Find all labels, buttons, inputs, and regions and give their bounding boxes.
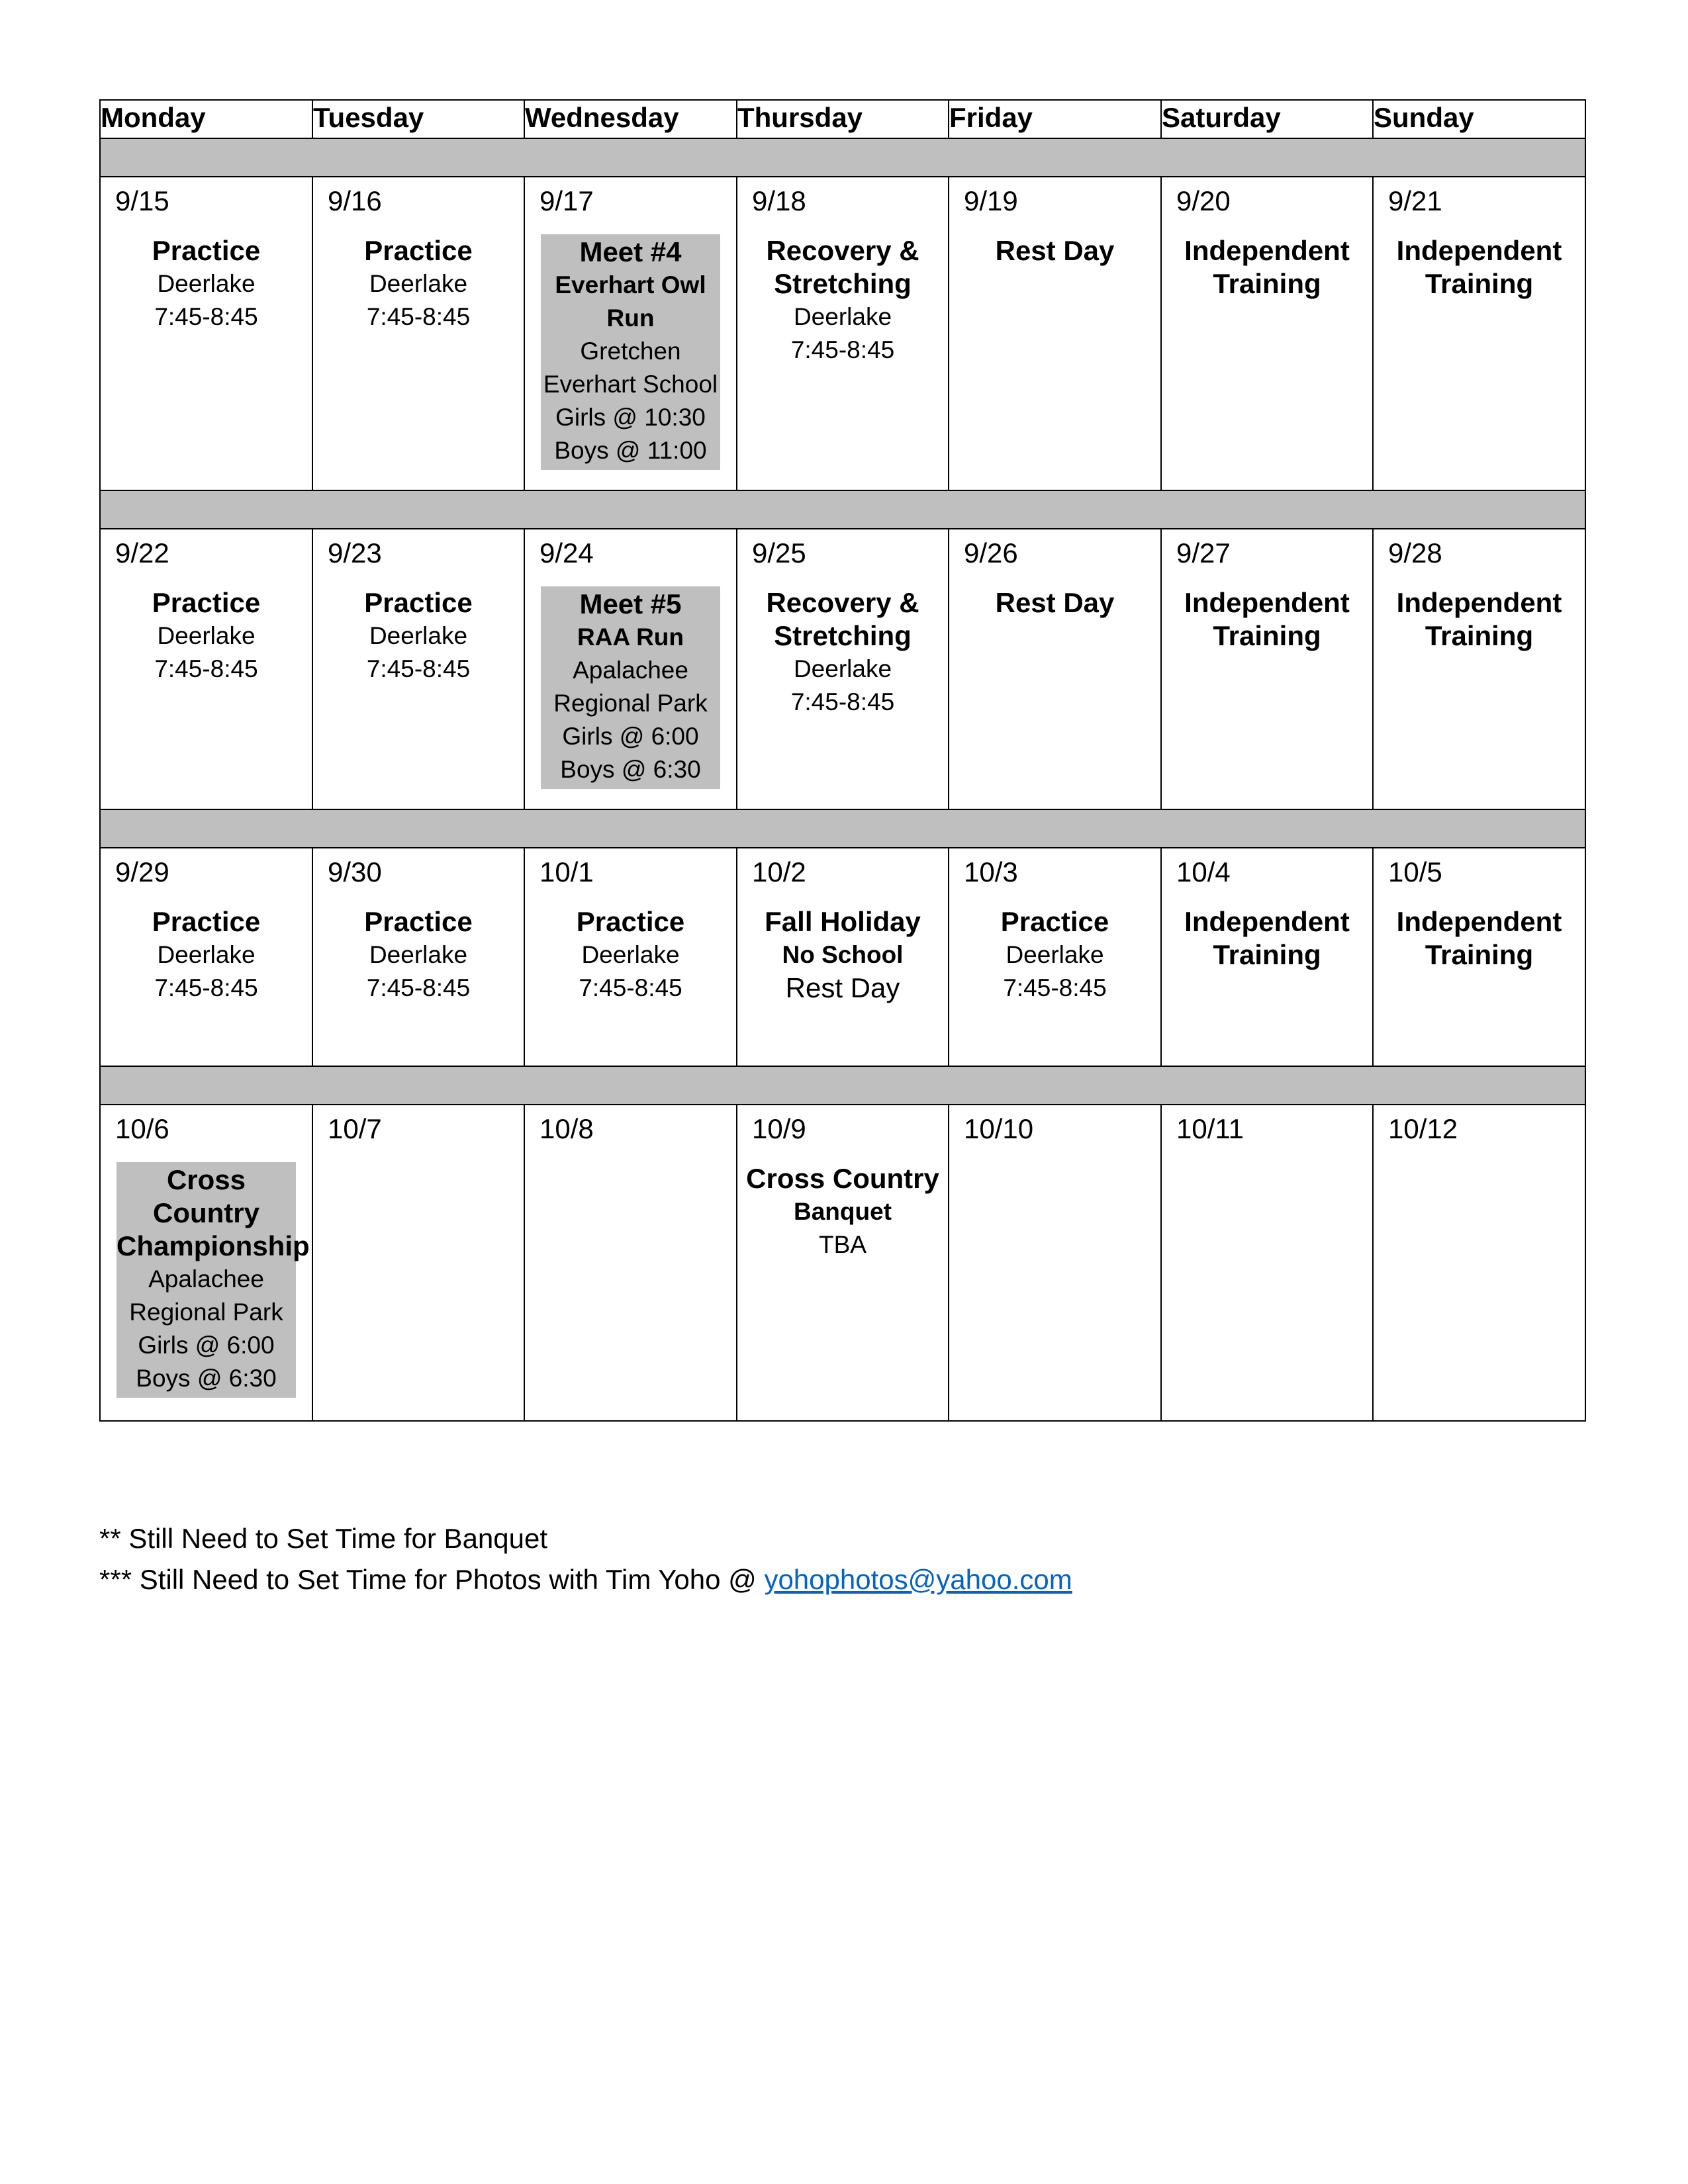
day-date: 10/7 [328,1113,382,1144]
day-date: 9/18 [752,185,806,216]
day-cell [1161,848,1373,1066]
day-event [525,222,736,470]
day-cell [949,1105,1161,1421]
calendar-table [99,99,1586,1422]
day-event [949,222,1160,267]
day-cell [524,529,737,809]
day-cell [1373,529,1585,809]
day-cell [1161,1105,1373,1421]
day-date: 9/27 [1176,537,1231,569]
day-date: 10/11 [1176,1113,1244,1144]
day-event [313,222,524,334]
day-date: 10/6 [115,1113,169,1144]
event-line: Training [1425,939,1534,970]
day-event [1162,222,1372,300]
event-line: Practice [152,906,261,937]
weekday-friday: Friday [949,100,1161,138]
event-line: Boys @ 11:00 [554,437,707,464]
day-cell [1373,848,1585,1066]
event-line: No School [782,941,904,968]
day-event [313,893,524,1005]
event-line: Rest Day [995,235,1115,266]
event-line: 7:45-8:45 [790,688,895,715]
note-banquet: ** Still Need to Set Time for Banquet [99,1523,548,1554]
event-line: Deerlake [369,270,468,297]
event-line: Recovery & [766,235,919,266]
weekday-sunday: Sunday [1373,100,1585,138]
weekday-tuesday: Tuesday [312,100,524,138]
day-cell [737,1105,949,1421]
day-event [525,893,736,1005]
event-line: Girls @ 6:00 [138,1332,275,1359]
week-row [100,177,1585,490]
note-photos-text: *** Still Need to Set Time for Photos with Tim Yoho @ [99,1564,765,1595]
event-line: TBA [819,1231,867,1258]
day-date: 9/21 [1388,185,1442,216]
day-event [1374,222,1585,300]
event-line: Deerlake [369,622,468,649]
week-separator [100,1066,1585,1105]
event-line: Everhart School [543,371,718,398]
day-event [101,893,312,1005]
day-cell [737,848,949,1066]
event-line: Practice [364,587,473,618]
event-line: Independent [1396,587,1562,618]
meet-highlight-box [117,1162,310,1398]
event-line: Boys @ 6:30 [136,1365,277,1392]
day-cell [737,177,949,490]
day-event [313,574,524,686]
event-line: Training [1425,268,1534,299]
day-cell [100,848,312,1066]
weekday-thursday: Thursday [737,100,949,138]
event-line: Deerlake [157,622,256,649]
event-line: Deerlake [157,270,256,297]
day-date: 10/9 [752,1113,806,1144]
day-event [101,574,312,686]
day-date: 9/15 [115,185,169,216]
day-cell [312,1105,524,1421]
day-event [949,574,1160,619]
day-date: 10/2 [752,856,806,887]
event-line: Apalachee [148,1265,264,1293]
day-event [737,222,948,367]
day-cell [1373,1105,1585,1421]
event-line: Meet #5 [579,588,682,619]
event-line: Cross Country [746,1163,939,1194]
event-line: 7:45-8:45 [366,303,471,330]
weekday-header-row [100,100,1585,138]
day-cell [100,177,312,490]
day-date: 9/19 [964,185,1018,216]
day-event [1374,574,1585,653]
event-line: Stretching [774,620,912,651]
event-line: Deerlake [1006,941,1104,968]
event-line: Independent [1396,235,1562,266]
day-event [1162,893,1372,972]
week-row [100,848,1585,1066]
day-date: 10/1 [539,856,594,887]
day-cell [524,1105,737,1421]
day-date: 9/28 [1388,537,1442,569]
day-date: 9/20 [1176,185,1231,216]
day-cell [949,848,1161,1066]
event-line: Independent [1184,587,1350,618]
day-cell [100,1105,312,1421]
day-event [737,893,948,1005]
weekday-saturday: Saturday [1161,100,1373,138]
event-line: Girls @ 6:00 [562,723,699,750]
week-row [100,529,1585,809]
event-line: Practice [364,235,473,266]
weekday-monday: Monday [100,100,312,138]
event-line: Deerlake [369,941,468,968]
event-line: Practice [364,906,473,937]
event-line: Training [1213,268,1321,299]
event-line: 7:45-8:45 [579,974,682,1001]
event-line: Everhart Owl [555,271,706,298]
event-line: 7:45-8:45 [154,974,258,1001]
day-date: 9/16 [328,185,382,216]
day-cell [312,848,524,1066]
day-event [737,1150,948,1261]
event-line: RAA Run [577,623,684,651]
meet-highlight-box [541,586,720,789]
event-line: Run [606,304,655,332]
event-line: Apalachee [573,657,688,684]
note-photos [99,1559,1072,1600]
event-line: Deerlake [581,941,680,968]
day-cell [737,529,949,809]
event-line: Practice [152,587,261,618]
weekday-wednesday: Wednesday [524,100,737,138]
event-line: Regional Park [129,1298,283,1326]
event-line: Training [1425,620,1534,651]
day-cell [949,529,1161,809]
day-date: 9/26 [964,537,1018,569]
day-date: 9/29 [115,856,169,887]
event-line: Banquet [794,1198,892,1225]
day-cell [100,529,312,809]
event-line: Rest Day [785,972,900,1003]
meet-highlight-box [541,234,720,470]
week-separator [100,138,1585,177]
event-line: Independent [1184,906,1350,937]
day-date: 10/8 [539,1113,594,1144]
day-event [949,893,1160,1005]
event-line: Championship [117,1230,310,1261]
day-cell [312,529,524,809]
week-separator [100,490,1585,529]
day-date: 9/30 [328,856,382,887]
day-date: 9/22 [115,537,169,569]
event-line: Recovery & [766,587,919,618]
week-row [100,1105,1585,1421]
event-line: Training [1213,939,1321,970]
day-cell [1161,529,1373,809]
event-line: 7:45-8:45 [154,303,258,330]
event-line: 7:45-8:45 [366,974,471,1001]
event-line: Fall Holiday [765,906,921,937]
event-line: Deerlake [793,655,892,682]
day-cell [312,177,524,490]
day-cell [1373,177,1585,490]
event-line: Practice [1000,906,1109,937]
day-event [737,574,948,719]
week-separator-bar [100,138,1585,177]
week-separator-bar [100,1066,1585,1105]
day-date: 10/10 [964,1113,1034,1144]
day-date: 9/23 [328,537,382,569]
event-line: 7:45-8:45 [366,655,471,682]
week-separator [100,809,1585,848]
week-separator-bar [100,809,1585,848]
event-line: 7:45-8:45 [790,336,895,363]
day-event [525,574,736,789]
event-line: Deerlake [157,941,256,968]
event-line: Cross Country [153,1164,259,1228]
day-event [1374,893,1585,972]
event-line: Gretchen [580,338,681,365]
day-date: 10/5 [1388,856,1442,887]
event-line: Stretching [774,268,912,299]
day-date: 10/4 [1176,856,1231,887]
day-event [101,222,312,334]
day-date: 9/24 [539,537,594,569]
day-event [1162,574,1372,653]
day-event [101,1150,312,1398]
email-link[interactable]: yohophotos@yahoo.com [764,1564,1072,1595]
event-line: 7:45-8:45 [1003,974,1107,1001]
day-cell [1161,177,1373,490]
event-line: Training [1213,620,1321,651]
event-line: Regional Park [553,690,708,717]
event-line: Independent [1184,235,1350,266]
event-line: Practice [152,235,261,266]
event-line: 7:45-8:45 [154,655,258,682]
day-cell [524,848,737,1066]
event-line: Rest Day [995,587,1115,618]
day-date: 9/17 [539,185,594,216]
event-line: Deerlake [793,303,892,330]
day-cell [524,177,737,490]
day-date: 9/25 [752,537,806,569]
day-date: 10/3 [964,856,1018,887]
event-line: Girls @ 10:30 [555,404,706,431]
week-separator-bar [100,490,1585,529]
day-cell [949,177,1161,490]
event-line: Meet #4 [579,236,682,267]
schedule-notes [99,1518,1072,1600]
event-line: Independent [1396,906,1562,937]
day-date: 10/12 [1388,1113,1458,1144]
event-line: Boys @ 6:30 [560,756,701,783]
event-line: Practice [576,906,685,937]
